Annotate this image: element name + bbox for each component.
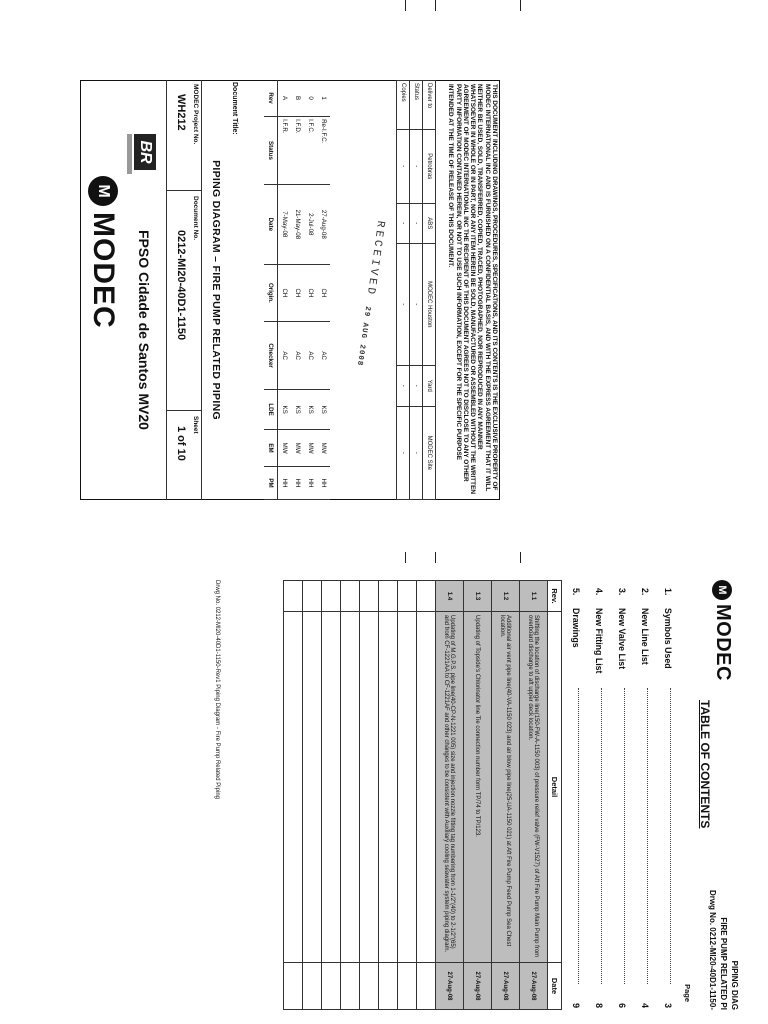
dist-cell: - bbox=[397, 130, 410, 204]
dist-cell: - bbox=[397, 243, 410, 365]
revision-detail-table bbox=[283, 580, 562, 1010]
crop-tick bbox=[520, 552, 521, 563]
revdet-header: Detail bbox=[548, 612, 562, 963]
dist-cell: - bbox=[397, 406, 410, 499]
revision-cell-origin: CH bbox=[304, 264, 317, 322]
toc-title: TABLE OF CONTENTS bbox=[698, 700, 712, 829]
toc-item-number: 2. bbox=[640, 588, 651, 596]
dist-cell: - bbox=[410, 203, 423, 243]
empty-row bbox=[303, 581, 322, 1010]
petrobras-logo: BR bbox=[134, 134, 156, 170]
revision-cell-em: MW bbox=[278, 430, 292, 467]
modec-logo-icon: M bbox=[88, 176, 118, 206]
empty-cell bbox=[379, 612, 398, 963]
modec-logo bbox=[86, 176, 120, 329]
toc-item-name: New Valve List bbox=[617, 608, 628, 670]
empty-row bbox=[360, 581, 379, 1010]
revision-cell-checker: AC bbox=[291, 322, 304, 390]
toc-item-name: New Line List bbox=[640, 608, 651, 665]
revdet-detail: Updating of M.G.P.S. pipe line(40-CP-N-1221 005) size and injection nozzle fitting tag numbering from 1-1/2"(40) to 2-1/2"(65) and from CF-1221AA to CF-1221AF and other changes to be consistent with Auxiliary cooling seawater system piping diagram. bbox=[436, 612, 464, 963]
revdet-rev: 1.1 bbox=[520, 581, 548, 612]
grid-divider bbox=[167, 190, 201, 191]
dist-cell: - bbox=[410, 130, 423, 204]
revision-cell-date: 27-Aug-08 bbox=[317, 184, 330, 264]
revdet-header: Rev. bbox=[548, 581, 562, 612]
revision-cell-status: I.F.D. bbox=[291, 117, 304, 185]
dist-header: MODEC Houston bbox=[423, 243, 436, 365]
rev-header: LDE bbox=[264, 390, 278, 430]
revdet-detail: Updating of Topside's Chlorinator line Tie connection number form TP/74 to TP/123. bbox=[464, 612, 492, 963]
toc-modec-logo bbox=[711, 580, 734, 681]
toc-item-page: 6 bbox=[617, 1003, 628, 1008]
toc-item-name: Drawings bbox=[571, 608, 582, 648]
toc-item-number: 1. bbox=[663, 588, 674, 596]
dist-header: Petrobras bbox=[423, 130, 436, 204]
revision-cell-checker: AC bbox=[317, 322, 330, 390]
revdet-date: 27-Aug-08 bbox=[520, 963, 548, 1010]
revision-cell-checker: AC bbox=[304, 322, 317, 390]
page-footer: Drwg No. 0212-MI20-40D1-1150-Rev1 Piping Diagram - Fire Pump Related Piping bbox=[214, 580, 220, 799]
dist-cell: - bbox=[410, 406, 423, 499]
dist-header: ABS bbox=[423, 203, 436, 243]
rev-header: Checker bbox=[264, 322, 278, 390]
revdet-rev: 1.3 bbox=[464, 581, 492, 612]
empty-row bbox=[284, 581, 303, 1010]
empty-cell bbox=[379, 963, 398, 1010]
empty-row bbox=[379, 581, 398, 1010]
empty-cell bbox=[322, 963, 341, 1010]
toc-item-number: 5. bbox=[571, 588, 582, 596]
vessel-name: FPSO Cidade de Santos MV20 bbox=[136, 230, 152, 430]
toc-item-page: 8 bbox=[594, 1003, 605, 1008]
distribution-row bbox=[410, 81, 423, 500]
revdet-date: 27-Aug-08 bbox=[492, 963, 520, 1010]
modec-wordmark: MODEC bbox=[87, 212, 120, 329]
empty-row bbox=[322, 581, 341, 1010]
modec-wordmark: MODEC bbox=[712, 604, 734, 681]
crop-tick bbox=[405, 552, 406, 563]
revision-cell-lde: KS bbox=[317, 390, 330, 430]
revision-cell-status: I.F.R. bbox=[278, 117, 292, 185]
toc-item-page: 4 bbox=[640, 1003, 651, 1008]
toc-leader bbox=[647, 688, 648, 984]
toc-page-header bbox=[707, 890, 740, 1010]
toc-leader bbox=[624, 688, 625, 984]
revision-cell-rev: B bbox=[291, 80, 304, 117]
dist-cell: - bbox=[397, 365, 410, 406]
empty-cell bbox=[322, 581, 341, 612]
rev-header: Date bbox=[264, 184, 278, 264]
empty-cell bbox=[284, 612, 303, 963]
revdet-date: 27-Aug-08 bbox=[436, 963, 464, 1010]
revision-table bbox=[264, 80, 330, 500]
rev-header: Origin. bbox=[264, 264, 278, 322]
revdet-date: 27-Aug-08 bbox=[464, 963, 492, 1010]
document-title: PIPING DIAGRAM – FIRE PUMP RELATED PIPING bbox=[210, 160, 222, 420]
document-title-label: Document Title: bbox=[231, 82, 238, 135]
revision-row bbox=[304, 80, 317, 500]
toc-list bbox=[565, 588, 680, 1008]
revision-cell-checker: AC bbox=[278, 322, 292, 390]
toc-item[interactable] bbox=[611, 588, 634, 1008]
revision-cell-origin: CH bbox=[291, 264, 304, 322]
document-info-grid bbox=[166, 80, 202, 500]
revision-cell-origin: CH bbox=[317, 264, 330, 322]
sheet-value: 1 of 10 bbox=[175, 426, 187, 461]
empty-cell bbox=[379, 581, 398, 612]
stamp-text: RECEIVED bbox=[363, 219, 387, 298]
empty-cell bbox=[341, 963, 360, 1010]
dist-cell: - bbox=[410, 243, 423, 365]
header-line: Drwg No. 0212-MI20-40D1-1150- bbox=[708, 889, 717, 1010]
revision-cell-status: I.F.C. bbox=[304, 117, 317, 185]
distribution-header-row bbox=[423, 81, 436, 500]
revision-cell-pm: HH bbox=[291, 467, 304, 500]
revision-cell-em: MW bbox=[317, 430, 330, 467]
revision-detail-row bbox=[436, 581, 464, 1010]
rev-header: PM bbox=[264, 467, 278, 500]
docno-value: 0212-MI20-40D1-1150 bbox=[175, 230, 187, 341]
revision-cell-em: MW bbox=[304, 430, 317, 467]
header-line: FIRE PUMP RELATED PI bbox=[719, 917, 728, 1010]
toc-item[interactable] bbox=[657, 588, 680, 1008]
revision-cell-date: 7-May-08 bbox=[278, 184, 292, 264]
header-line: PIPING DIAG bbox=[730, 960, 739, 1010]
dist-header: Yard bbox=[423, 365, 436, 406]
petrobras-logo-bar bbox=[127, 134, 132, 174]
revision-detail-row bbox=[464, 581, 492, 1010]
toc-item-name: Symbols Used bbox=[663, 608, 674, 669]
revision-cell-em: MW bbox=[291, 430, 304, 467]
project-label: MODEC Project No. bbox=[192, 84, 199, 145]
dist-header: Deliver to bbox=[423, 81, 436, 130]
revision-cell-lde: KS bbox=[304, 390, 317, 430]
confidentiality-notice: THIS DOCUMENT INCLUDING DRAWINGS, PROCEDURES, SPECIFICATIONS, AND ITS CONTENTS IS THE EXCLUSIVE PROPERTY OF MODEC INTERNATIONAL INC AND IS FURNISHED ON A CONFIDENTIAL BASIS, AND WITH THE EXPRESS AGREEMENT THAT IT WILL NEITHER BE USED, SOLD, TRANSFERRED, COPIED, TRACED, PHOTOGRAPHED, NOR REPRODUCED IN ANY MANNER WHATSOEVER IN WHOLE OR IN PART, NOR ANY ITEM HEREIN BE SOLD, MANUFACTURED OR ASSEMBLED WITHOUT THE WRITTEN AGREEMENT OF MODEC INTERNATIONAL INC THE RECIPIENT OF THIS DOCUMENT AGREES NOT TO DISCLOSE TO ANY OTHER PARTY INFORMATION CONTAINED HEREIN, OR NOT TO USE SUCH INFORMATION, EXCEPT FOR THE SPECIFIC PURPOSE INTENDED AT THE TIME OF RELEASE OF THIS DOCUMENT. bbox=[447, 84, 498, 494]
empty-cell bbox=[417, 963, 436, 1010]
revision-row bbox=[317, 80, 330, 500]
revision-header-row bbox=[264, 80, 278, 500]
empty-row bbox=[341, 581, 360, 1010]
empty-cell bbox=[303, 612, 322, 963]
toc-item-number: 4. bbox=[594, 588, 605, 596]
toc-item-number: 3. bbox=[617, 588, 628, 596]
toc-leader bbox=[670, 688, 671, 984]
crop-tick bbox=[520, 0, 521, 11]
revision-cell-rev: 1 bbox=[317, 80, 330, 117]
revision-cell-date: 21-May-08 bbox=[291, 184, 304, 264]
distribution-table bbox=[396, 80, 436, 500]
empty-cell bbox=[322, 612, 341, 963]
crop-tick bbox=[435, 552, 436, 563]
empty-cell bbox=[303, 963, 322, 1010]
revision-detail-header bbox=[548, 581, 562, 1010]
cover-sheet bbox=[80, 80, 500, 500]
revision-cell-lde: KS bbox=[278, 390, 292, 430]
empty-cell bbox=[360, 612, 379, 963]
revision-row bbox=[291, 80, 304, 500]
toc-leader bbox=[601, 688, 602, 984]
revision-cell-rev: A bbox=[278, 80, 292, 117]
rev-header: Rev bbox=[264, 80, 278, 117]
revision-cell-date: 2-Jul-08 bbox=[304, 184, 317, 264]
revision-cell-status: Re-I.F.C. bbox=[317, 117, 330, 185]
empty-cell bbox=[398, 963, 417, 1010]
empty-cell bbox=[341, 581, 360, 612]
revdet-rev: 1.2 bbox=[492, 581, 520, 612]
dist-header: MODEC Site bbox=[423, 406, 436, 499]
toc-leader bbox=[578, 688, 579, 984]
table-of-contents-page bbox=[214, 580, 740, 1010]
distribution-row bbox=[397, 81, 410, 500]
empty-cell bbox=[417, 612, 436, 963]
revision-detail-row bbox=[520, 581, 548, 1010]
revision-cell-pm: HH bbox=[278, 467, 292, 500]
empty-row bbox=[398, 581, 417, 1010]
revision-row bbox=[278, 80, 292, 500]
crop-tick bbox=[435, 0, 436, 11]
stamp-date: 29 AUG 2008 bbox=[354, 305, 372, 367]
crop-tick bbox=[405, 0, 406, 11]
revdet-rev: 1.4 bbox=[436, 581, 464, 612]
dist-row-label: Status bbox=[410, 81, 423, 130]
toc-item-page: 9 bbox=[571, 1003, 582, 1008]
dist-cell: - bbox=[397, 203, 410, 243]
toc-item[interactable] bbox=[588, 588, 611, 1008]
revision-cell-lde: KS bbox=[291, 390, 304, 430]
revision-cell-origin: CH bbox=[278, 264, 292, 322]
dist-row-label: Copies bbox=[397, 81, 410, 130]
revision-cell-rev: 0 bbox=[304, 80, 317, 117]
empty-row bbox=[417, 581, 436, 1010]
page-column-header: Page bbox=[683, 984, 692, 1002]
sheet-label: Sheet bbox=[192, 416, 199, 434]
empty-cell bbox=[360, 963, 379, 1010]
empty-cell bbox=[360, 581, 379, 612]
docno-label: Document No. bbox=[192, 196, 199, 241]
rev-header: Status bbox=[264, 117, 278, 185]
grid-divider bbox=[167, 410, 201, 411]
empty-cell bbox=[284, 963, 303, 1010]
modec-logo-icon: M bbox=[713, 580, 733, 600]
revision-detail-row bbox=[492, 581, 520, 1010]
revision-cell-pm: HH bbox=[317, 467, 330, 500]
revdet-detail: Additional air vent pipe line(40-VA-1150 023) and air blow pipe line(25-UA-1150 021) at Aft Fire Pump Feed Pump Sea Chest location. bbox=[492, 612, 520, 963]
project-value: WH212 bbox=[175, 94, 187, 131]
empty-cell bbox=[303, 581, 322, 612]
empty-cell bbox=[398, 612, 417, 963]
revdet-header: Date bbox=[548, 963, 562, 1010]
dist-cell: - bbox=[410, 365, 423, 406]
toc-item[interactable] bbox=[634, 588, 657, 1008]
empty-cell bbox=[417, 581, 436, 612]
toc-item-page: 3 bbox=[663, 1003, 674, 1008]
rev-header: EM bbox=[264, 430, 278, 467]
empty-cell bbox=[341, 612, 360, 963]
empty-cell bbox=[398, 581, 417, 612]
empty-cell bbox=[284, 581, 303, 612]
revdet-detail: Shifting the location of discharge line(150-FW-A-1150 003) of pressure relief valve (FW-V1527) of Aft Fire Pump Main Pump from overboard discharge to aft upper deck location. bbox=[520, 612, 548, 963]
toc-item-name: New Fitting List bbox=[594, 608, 605, 674]
toc-item[interactable] bbox=[565, 588, 588, 1008]
revision-cell-pm: HH bbox=[304, 467, 317, 500]
